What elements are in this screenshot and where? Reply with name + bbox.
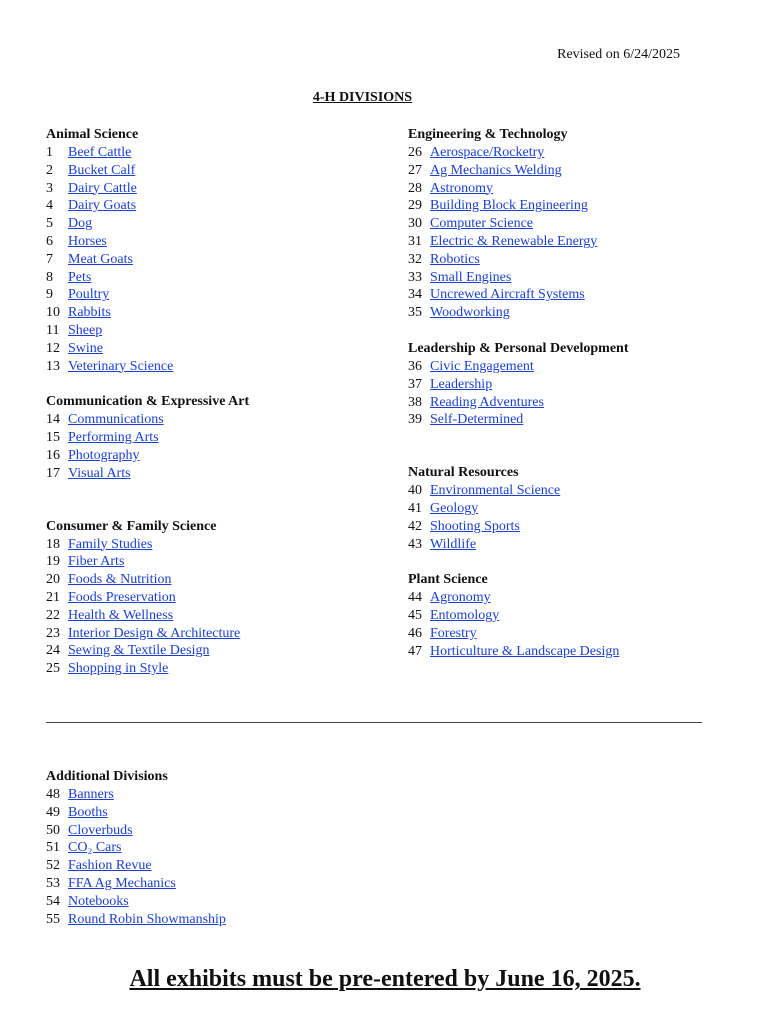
division-group-animal-science xyxy=(46,126,386,375)
group-heading: Engineering & Technology xyxy=(408,127,568,142)
division-number: 54 xyxy=(46,893,60,909)
division-number: 15 xyxy=(46,430,60,446)
division-number: 53 xyxy=(46,875,60,891)
division-number: 41 xyxy=(408,500,422,516)
division-row xyxy=(408,589,748,607)
division-row xyxy=(408,304,748,322)
division-number: 18 xyxy=(46,536,60,552)
division-number: 36 xyxy=(408,358,422,374)
division-row xyxy=(46,180,386,198)
division-row xyxy=(46,286,386,304)
division-row xyxy=(46,447,386,465)
division-number: 5 xyxy=(46,216,53,232)
division-link-banners[interactable]: Banners xyxy=(68,787,114,802)
division-row xyxy=(46,215,386,233)
division-link-horticulture-landscape-design[interactable]: Horticulture & Landscape Design xyxy=(430,643,620,659)
division-number: 1 xyxy=(46,145,53,160)
division-link-dog[interactable]: Dog xyxy=(68,216,93,232)
division-number: 33 xyxy=(408,269,422,285)
right-column xyxy=(408,126,748,661)
division-number: 44 xyxy=(408,590,422,606)
division-number: 23 xyxy=(46,625,60,641)
division-link-bucket-calf[interactable]: Bucket Calf xyxy=(68,162,136,178)
division-row xyxy=(46,269,386,287)
division-number: 19 xyxy=(46,554,60,570)
division-number: 49 xyxy=(46,804,60,820)
division-link-family-studies[interactable]: Family Studies xyxy=(68,536,153,552)
division-link-uncrewed-aircraft-systems[interactable]: Uncrewed Aircraft Systems xyxy=(430,287,585,303)
division-link-co-cars[interactable]: CO₂ Cars xyxy=(68,840,122,856)
division-number: 25 xyxy=(46,661,60,677)
division-link-meat-goats[interactable]: Meat Goats xyxy=(68,251,133,267)
division-row xyxy=(46,411,386,429)
division-link-electric-renewable-energy[interactable]: Electric & Renewable Energy xyxy=(430,233,598,249)
division-row xyxy=(46,304,386,322)
division-link-ffa-ag-mechanics[interactable]: FFA Ag Mechanics xyxy=(68,875,176,891)
division-link-leadership[interactable]: Leadership xyxy=(430,376,493,392)
division-row xyxy=(408,358,748,376)
division-row xyxy=(408,376,748,394)
division-link-cloverbuds[interactable]: Cloverbuds xyxy=(68,822,133,838)
division-group-leadership-personal-development xyxy=(408,340,748,429)
division-link-small-engines[interactable]: Small Engines xyxy=(430,269,512,285)
division-row xyxy=(46,251,386,269)
division-number: 11 xyxy=(46,322,60,338)
division-link-sewing-textile-design[interactable]: Sewing & Textile Design xyxy=(68,643,210,659)
division-number: 37 xyxy=(408,376,422,392)
revised-date: Revised on 6/24/2025 xyxy=(557,47,680,62)
division-group-plant-science xyxy=(408,571,748,660)
division-number: 24 xyxy=(46,643,60,659)
division-link-interior-design-architecture[interactable]: Interior Design & Architecture xyxy=(68,625,241,641)
division-number: 28 xyxy=(408,180,422,196)
division-row xyxy=(408,394,748,412)
division-row xyxy=(408,180,748,198)
division-row xyxy=(408,197,748,215)
division-number: 9 xyxy=(46,287,53,303)
division-link-agronomy[interactable]: Agronomy xyxy=(430,590,491,606)
division-link-foods-preservation[interactable]: Foods Preservation xyxy=(68,589,176,605)
division-number: 20 xyxy=(46,572,60,588)
division-number: 12 xyxy=(46,340,60,356)
division-number: 30 xyxy=(408,216,422,232)
division-link-computer-science[interactable]: Computer Science xyxy=(430,216,534,232)
division-number: 39 xyxy=(408,412,422,428)
division-number: 46 xyxy=(408,625,422,641)
group-heading: Plant Science xyxy=(408,572,488,588)
division-number: 7 xyxy=(46,251,53,267)
division-row xyxy=(46,144,386,162)
division-number: 16 xyxy=(46,447,60,463)
division-link-foods-nutrition[interactable]: Foods & Nutrition xyxy=(68,572,172,588)
division-number: 40 xyxy=(408,483,422,499)
division-row xyxy=(46,553,386,571)
division-row xyxy=(408,269,748,287)
division-row xyxy=(408,607,748,625)
division-link-health-wellness[interactable]: Health & Wellness xyxy=(68,607,174,623)
division-link-reading-adventures[interactable]: Reading Adventures xyxy=(430,394,544,410)
division-link-poultry[interactable]: Poultry xyxy=(68,287,110,303)
division-group-additional-divisions xyxy=(46,768,446,928)
division-link-veterinary-science[interactable]: Veterinary Science xyxy=(68,358,174,374)
division-link-communications[interactable]: Communications xyxy=(68,412,164,428)
left-column xyxy=(46,126,386,678)
division-row xyxy=(46,589,386,607)
division-number: 42 xyxy=(408,518,422,534)
division-number: 13 xyxy=(46,358,60,374)
division-row xyxy=(408,411,748,429)
division-number: 47 xyxy=(408,643,422,659)
division-group-natural-resources xyxy=(408,464,748,553)
division-number: 26 xyxy=(408,145,422,160)
division-row xyxy=(46,322,386,340)
division-link-horses[interactable]: Horses xyxy=(68,233,107,249)
division-row xyxy=(408,518,748,536)
division-link-self-determined[interactable]: Self-Determined xyxy=(430,412,524,428)
division-row xyxy=(46,642,386,660)
division-link-fiber-arts[interactable]: Fiber Arts xyxy=(68,554,125,570)
division-link-entomology[interactable]: Entomology xyxy=(430,608,500,624)
division-row xyxy=(46,857,446,875)
division-link-shopping-in-style[interactable]: Shopping in Style xyxy=(68,661,169,677)
division-row xyxy=(46,571,386,589)
division-row xyxy=(46,162,386,180)
division-link-geology[interactable]: Geology xyxy=(430,500,479,516)
division-row xyxy=(46,465,386,483)
division-number: 22 xyxy=(46,607,60,623)
group-heading: Natural Resources xyxy=(408,465,519,481)
division-number: 21 xyxy=(46,589,60,605)
group-heading: Animal Science xyxy=(46,127,139,142)
division-number: 35 xyxy=(408,305,422,321)
division-row xyxy=(46,893,446,911)
division-number: 51 xyxy=(46,840,60,856)
division-number: 17 xyxy=(46,465,60,481)
division-row xyxy=(408,144,748,162)
division-row xyxy=(46,197,386,215)
division-link-astronomy[interactable]: Astronomy xyxy=(430,180,493,196)
division-link-robotics[interactable]: Robotics xyxy=(430,251,480,267)
group-heading: Leadership & Personal Development xyxy=(408,340,629,356)
division-row xyxy=(46,804,446,822)
division-row xyxy=(46,875,446,893)
division-number: 31 xyxy=(408,233,422,249)
group-heading: Additional Divisions xyxy=(46,769,168,784)
division-link-beef-cattle[interactable]: Beef Cattle xyxy=(68,145,132,160)
division-number: 32 xyxy=(408,251,422,267)
division-link-notebooks[interactable]: Notebooks xyxy=(68,893,129,909)
division-link-round-robin-showmanship[interactable]: Round Robin Showmanship xyxy=(68,911,226,927)
division-row xyxy=(46,660,386,678)
division-number: 48 xyxy=(46,787,60,802)
division-group-communication-expressive-art xyxy=(46,393,386,482)
division-number: 55 xyxy=(46,911,60,927)
division-link-performing-arts[interactable]: Performing Arts xyxy=(68,430,159,446)
group-heading: Consumer & Family Science xyxy=(46,518,217,534)
division-row xyxy=(46,340,386,358)
division-row xyxy=(46,911,446,929)
division-link-building-block-engineering[interactable]: Building Block Engineering xyxy=(430,198,588,214)
division-link-woodworking[interactable]: Woodworking xyxy=(430,305,510,321)
division-row xyxy=(46,822,446,840)
deadline-notice: All exhibits must be pre-entered by June 16, 2025. xyxy=(129,966,641,992)
section-divider xyxy=(46,722,702,723)
page-title: 4-H DIVISIONS xyxy=(312,90,413,105)
division-row xyxy=(46,429,386,447)
division-row xyxy=(46,536,386,554)
division-link-rabbits[interactable]: Rabbits xyxy=(68,305,111,321)
additional-divisions xyxy=(46,768,446,928)
division-link-swine[interactable]: Swine xyxy=(68,340,103,356)
division-link-sheep[interactable]: Sheep xyxy=(68,322,103,338)
division-row xyxy=(408,233,748,251)
division-link-shooting-sports[interactable]: Shooting Sports xyxy=(430,518,520,534)
division-row xyxy=(46,233,386,251)
division-number: 52 xyxy=(46,858,60,874)
division-link-pets[interactable]: Pets xyxy=(68,269,92,285)
division-number: 4 xyxy=(46,198,53,214)
division-row xyxy=(46,786,446,804)
division-row xyxy=(408,536,748,554)
division-number: 27 xyxy=(408,162,422,178)
division-number: 6 xyxy=(46,233,53,249)
division-row xyxy=(408,215,748,233)
division-group-consumer-family-science xyxy=(46,518,386,678)
division-number: 50 xyxy=(46,822,60,838)
division-link-ag-mechanics-welding[interactable]: Ag Mechanics Welding xyxy=(430,162,562,178)
division-row xyxy=(46,607,386,625)
division-number: 45 xyxy=(408,608,422,624)
division-link-dairy-goats[interactable]: Dairy Goats xyxy=(68,198,137,214)
division-number: 43 xyxy=(408,536,422,552)
division-number: 29 xyxy=(408,198,422,214)
division-row xyxy=(408,482,748,500)
division-row xyxy=(46,358,386,376)
division-link-fashion-revue[interactable]: Fashion Revue xyxy=(68,858,152,874)
division-link-visual-arts[interactable]: Visual Arts xyxy=(68,465,131,481)
division-row xyxy=(46,839,446,857)
division-row xyxy=(408,251,748,269)
division-number: 3 xyxy=(46,180,53,196)
division-link-aerospace-rocketry[interactable]: Aerospace/Rocketry xyxy=(430,145,545,160)
division-group-engineering-technology xyxy=(408,126,748,322)
division-row xyxy=(46,625,386,643)
group-heading: Communication & Expressive Art xyxy=(46,394,250,410)
division-number: 34 xyxy=(408,287,422,303)
division-number: 2 xyxy=(46,162,53,178)
division-row xyxy=(408,643,748,661)
division-link-forestry[interactable]: Forestry xyxy=(430,625,477,641)
division-link-civic-engagement[interactable]: Civic Engagement xyxy=(430,358,534,374)
division-link-environmental-science[interactable]: Environmental Science xyxy=(430,483,561,499)
division-link-booths[interactable]: Booths xyxy=(68,804,108,820)
division-row xyxy=(408,500,748,518)
division-link-photography[interactable]: Photography xyxy=(68,447,140,463)
division-number: 14 xyxy=(46,412,60,428)
division-row xyxy=(408,286,748,304)
division-row xyxy=(408,162,748,180)
division-row xyxy=(408,625,748,643)
division-link-dairy-cattle[interactable]: Dairy Cattle xyxy=(68,180,137,196)
division-number: 8 xyxy=(46,269,53,285)
division-number: 38 xyxy=(408,394,422,410)
division-number: 10 xyxy=(46,305,60,321)
division-link-wildlife[interactable]: Wildlife xyxy=(430,536,477,552)
